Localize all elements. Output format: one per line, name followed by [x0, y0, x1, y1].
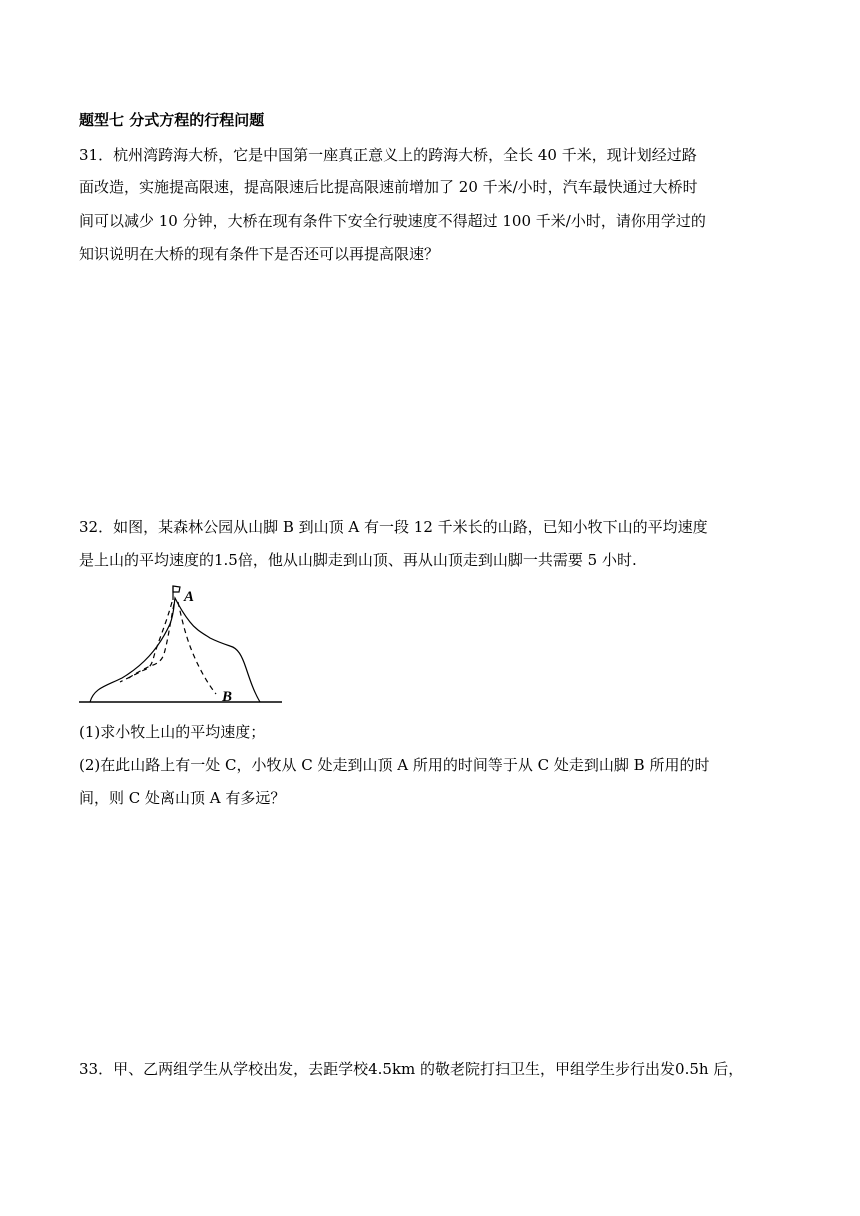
- problem-31-line-3: 间可以减少 10 分钟，大桥在现有条件下安全行驶速度不得超过 100 千米/小时，请你用学过的: [79, 212, 706, 230]
- problem-33-line-1: 33．甲、乙两组学生从学校出发，去距学校4.5km 的敬老院打扫卫生，甲组学生步行出发0.5h 后，: [79, 1060, 744, 1078]
- problem-31-line-4: 知识说明在大桥的现有条件下是否还可以再提高限速？: [79, 245, 440, 263]
- flag-icon: [173, 586, 180, 592]
- dashed-trail-right: [178, 602, 216, 694]
- mountain-outline: [90, 598, 260, 702]
- dashed-trail-left: [120, 602, 172, 682]
- mountain-figure: [78, 584, 284, 708]
- section-title: 题型七 分式方程的行程问题: [79, 111, 265, 129]
- problem-32-subquestion-2-line-1: (2)在此山路上有一处 C，小牧从 C 处走到山顶 A 所用的时间等于从 C 处走到山脚 B 所用的时: [79, 756, 710, 774]
- problem-32-subquestion-1: (1)求小牧上山的平均速度；: [79, 723, 266, 741]
- dashed-trail-middle: [126, 604, 174, 680]
- problem-31-line-2: 面改造，实施提高限速，提高限速后比提高限速前增加了 20 千米/小时，汽车最快通过大桥时: [79, 178, 698, 196]
- foot-label-b: B: [222, 689, 233, 705]
- problem-32-line-1: 32．如图，某森林公园从山脚 B 到山顶 A 有一段 12 千米长的山路，已知小牧下山的平均速度: [79, 518, 708, 536]
- problem-32-line-2: 是上山的平均速度的1.5倍，他从山脚走到山顶、再从山顶走到山脚一共需要 5 小时.: [79, 551, 637, 569]
- problem-32-subquestion-2-line-2: 间，则 C 处离山顶 A 有多远？: [79, 789, 286, 807]
- peak-label-a: A: [184, 589, 195, 605]
- problem-31-line-1: 31．杭州湾跨海大桥，它是中国第一座真正意义上的跨海大桥，全长 40 千米，现计划经过路: [79, 146, 697, 164]
